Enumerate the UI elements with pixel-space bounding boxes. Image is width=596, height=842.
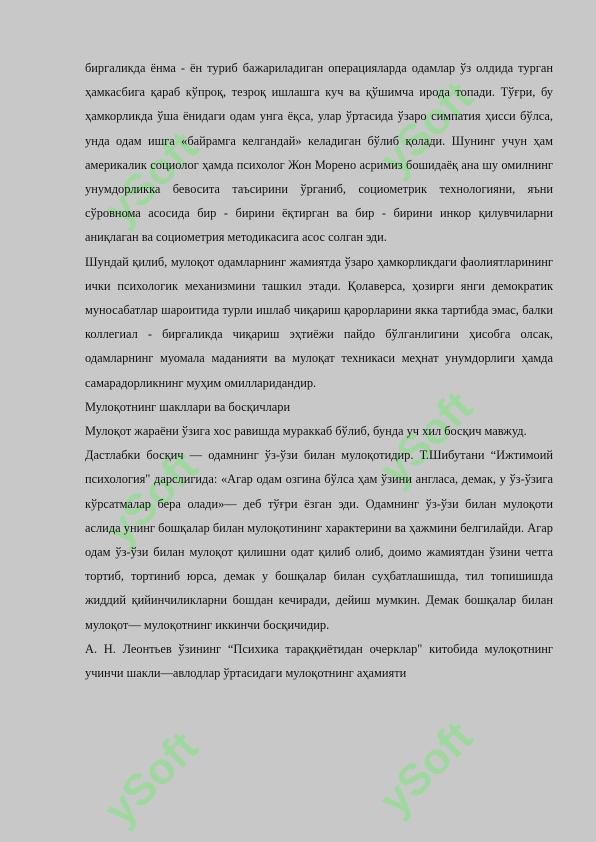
paragraph: Дастлабки босқич — одамнинг ўз-ўзи билан мулоқотидир. Т.Шибутани “Ижтимоий психология" дарслигида: «Агар одам озгина бўлса ҳам ўзини англаса, демак, у ўз-ўзига кўрсатмалар бера олади»— деб тўғри ёзган эди. Одамнинг ўз-ўзи билан мулоқоти аслида унинг бошқалар билан мулоқотининг характерини ва ҳажмини белгилайди. Агар одам ўз-ўзи билан мулоқот қилишни одат қилиб олиб, доимо жамиятдан ўзини четга тортиб, тортиниб юрса, демак у бошқалар билан суҳбатлашишда, тил топишишда жиддий қийинчиликларни бошдан кечиради, дейиш мумкин. Демак бошқалар билан мулоқот— мулоқотнинг иккинчи босқичидир.	[85, 448, 553, 632]
watermark: ySoft	[95, 122, 208, 235]
watermark: ySoft	[95, 442, 208, 555]
watermark: ySoft	[370, 712, 483, 825]
watermark: ySoft	[95, 722, 208, 835]
section-heading: Мулоқотнинг шакллари ва босқичлари	[85, 399, 291, 414]
paragraph: Мулоқот жараёни ўзига хос равишда мураккаб бўлиб, бунда уч хил босқич мавжуд.	[85, 424, 527, 439]
paragraph: Шундай қилиб, мулоқот одамларнинг жамиятда ўзаро ҳамкорликдаги фаолиятларининг ички психологик механизмини ташкил этади. Қолаверса, ҳозирги янги демократик муносабатлар шароитида турли ишлаб чиқариш қарорларини якка тартибда эмас, балки коллегиал - биргаликда чиқариш эҳтиёжи пайдо бўлганлигини ҳисобга олсак, одамларнинг муомала маданияти ва мулоқат техникаси меҳнат унумдорлиги ҳамда самарадорликнинг муҳим омилларидандир.	[85, 254, 553, 390]
watermark: ySoft	[370, 72, 483, 185]
document-body	[85, 56, 553, 685]
watermark: ySoft	[370, 382, 483, 495]
paragraph: биргаликда ёнма - ён туриб бажариладиган операцияларда одамлар ўз олдида турган ҳамкасбига қараб кўпроқ, тезроқ ишлашга куч ва қўшимча ирода топади. Тўғри, бу ҳамкорликда ўша ёнидаги одам унга ёқса, улар ўртасида ўзаро симпатия ҳисси бўлса, унда одам ишга «байрамга келгандай» келадиган бўлиб қолади. Шунинг учун ҳам америкалик социолог ҳамда психолог Жон Морено асримиз бошидаёқ ана шу омилнинг унумдорликка бевосита таъсирини ўрганиб, социометрик технологияни, яъни сўровнома асосида бир - бирини ёқтирган ва бир - бирини инкор қилувчиларни аниқлаган ва социометрия методикасига асос солган эди.	[85, 61, 553, 245]
paragraph: А. Н. Леонтьев ўзининг “Психика тараққиётидан очерклар" китобида мулоқотнинг учинчи шакли—авлодлар ўртасидаги мулоқотнинг аҳамияти	[85, 641, 553, 681]
